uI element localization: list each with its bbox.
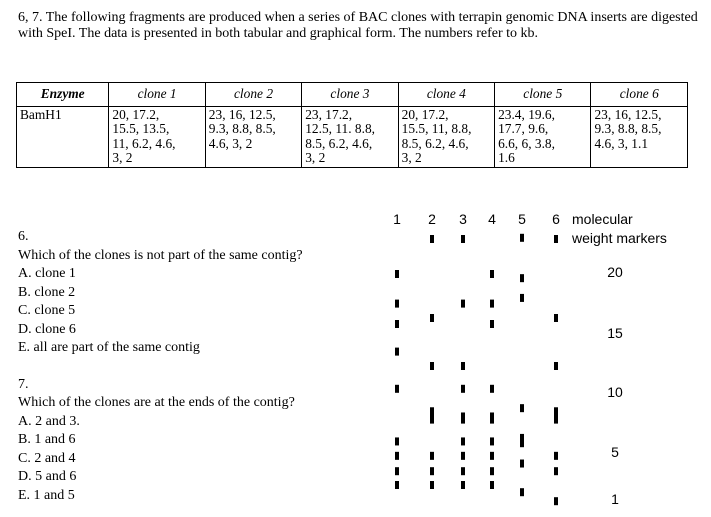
gel-band-lane4-3	[490, 320, 494, 328]
gel-band-lane1-7	[395, 452, 399, 460]
gel-band-lane1-8	[395, 467, 399, 475]
gel-band-lane5-2	[520, 274, 524, 282]
gel-band-lane4-9	[490, 467, 494, 475]
gel-band-lane5-5	[520, 434, 524, 442]
gel-band-lane3-2	[461, 300, 465, 308]
gel-band-lane4-2	[490, 300, 494, 308]
gel-band-lane5-6	[520, 439, 524, 447]
gel-band-lane3-4	[461, 385, 465, 393]
q7-option-b: B. 1 and 6	[18, 432, 76, 447]
lane-label-5: 5	[518, 211, 526, 227]
marker-value-5: 5	[611, 444, 619, 460]
q6-option-e: E. all are part of the same contig	[18, 340, 200, 355]
header-clone-2: clone 2	[205, 83, 301, 107]
gel-band-lane6-4	[554, 407, 558, 415]
clone-5-fragments: 23.4, 19.6, 17.7, 9.6, 6.6, 6, 3.8, 1.6	[495, 106, 591, 167]
gel-band-lane6-3	[554, 362, 558, 370]
gel-band-lane1-9	[395, 481, 399, 489]
gel-band-lane6-6	[554, 416, 558, 424]
clone-6-fragments: 23, 16, 12.5, 9.3, 8.8, 8.5, 4.6, 3, 1.1	[591, 106, 688, 167]
lane-label-1: 1	[393, 211, 401, 227]
header-enzyme: Enzyme	[17, 83, 109, 107]
gel-band-lane1-1	[395, 270, 399, 278]
gel-band-lane4-1	[490, 270, 494, 278]
marker-value-1: 1	[611, 491, 619, 507]
gel-band-lane2-1	[430, 235, 434, 243]
marker-label-line2: weight markers	[572, 230, 667, 246]
gel-band-lane2-7	[430, 452, 434, 460]
gel-band-lane3-10	[461, 481, 465, 489]
fragment-table	[16, 82, 688, 168]
lane-label-6: 6	[552, 211, 560, 227]
lane-label-4: 4	[488, 211, 496, 227]
gel-band-lane6-7	[554, 452, 558, 460]
q6-option-b: B. clone 2	[18, 284, 76, 300]
gel-band-lane1-5	[395, 385, 399, 393]
header-clone-4: clone 4	[398, 83, 494, 107]
gel-band-lane4-6	[490, 416, 494, 424]
q7-number: 7.	[18, 376, 29, 392]
intro-paragraph	[18, 10, 698, 42]
q6-option-d: D. clone 6	[18, 321, 76, 337]
intro-text: 6, 7. The following fragments are produced when a series of BAC clones with terrapin genomic DNA inserts are digested with SpeI. The data is presented in both tabular and graphical form. The numbers refer to kb.	[18, 10, 698, 41]
gel-band-lane4-7	[490, 437, 494, 445]
gel-band-lane3-5	[461, 412, 465, 420]
gel-band-lane3-6	[461, 416, 465, 424]
table-header-row	[17, 83, 688, 107]
lane-label-3: 3	[459, 211, 467, 227]
header-clone-3: clone 3	[302, 83, 398, 107]
gel-band-lane6-8	[554, 467, 558, 475]
marker-label-line1: molecular	[572, 211, 633, 227]
gel-band-lane1-3	[395, 320, 399, 328]
gel-band-lane3-1	[461, 235, 465, 243]
marker-value-15: 15	[607, 325, 623, 341]
gel-band-lane3-7	[461, 437, 465, 445]
header-clone-6: clone 6	[591, 83, 688, 107]
q6-number: 6.	[18, 229, 29, 244]
clone-3-fragments: 23, 17.2, 12.5, 11. 8.8, 8.5, 6.2, 4.6, 3, 2	[302, 106, 398, 167]
gel-band-lane2-2	[430, 314, 434, 322]
q7-option-d: D. 5 and 6	[18, 469, 77, 484]
gel-band-lane2-4	[430, 407, 434, 415]
gel-band-lane1-4	[395, 348, 399, 356]
clone-1-fragments: 20, 17.2, 15.5, 13.5, 11, 6.2, 4.6, 3, 2	[109, 106, 205, 167]
gel-band-lane2-9	[430, 481, 434, 489]
gel-band-lane3-8	[461, 452, 465, 460]
marker-value-10: 10	[607, 384, 623, 400]
gel-band-lane5-7	[520, 460, 524, 468]
gel-band-lane5-1	[520, 234, 524, 242]
gel-band-lane4-4	[490, 385, 494, 393]
gel-band-lane2-8	[430, 467, 434, 475]
q6-option-a: A. clone 1	[18, 266, 76, 281]
gel-band-lane6-2	[554, 314, 558, 322]
clone-2-fragments: 23, 16, 12.5, 9.3, 8.8, 8.5, 4.6, 3, 2	[205, 106, 301, 167]
gel-band-lane5-4	[520, 404, 524, 412]
gel-band-lane6-9	[554, 497, 558, 505]
q6-option-c: C. clone 5	[18, 303, 76, 318]
gel-band-lane4-5	[490, 412, 494, 420]
gel-band-lane1-2	[395, 300, 399, 308]
gel-band-lane3-3	[461, 362, 465, 370]
q6-question: Which of the clones is not part of the same contig?	[18, 247, 303, 263]
gel-band-lane6-5	[554, 412, 558, 420]
gel-band-lane3-9	[461, 467, 465, 475]
gel-band-lane2-6	[430, 416, 434, 424]
gel-band-lane4-8	[490, 452, 494, 460]
gel-band-lane2-5	[430, 412, 434, 420]
questions-block	[18, 228, 378, 505]
clone-4-fragments: 20, 17.2, 15.5, 11, 8.8, 8.5, 6.2, 4.6, 3, 2	[398, 106, 494, 167]
q7-option-a: A. 2 and 3.	[18, 413, 80, 429]
gel-band-lane6-1	[554, 235, 558, 243]
marker-value-20: 20	[607, 264, 623, 280]
q7-option-e: E. 1 and 5	[18, 487, 75, 503]
gel-band-lane4-10	[490, 481, 494, 489]
table-row	[17, 106, 688, 167]
gel-bands	[395, 234, 558, 505]
enzyme-cell: BamH1	[17, 106, 109, 167]
gel-band-lane5-3	[520, 294, 524, 302]
gel-band-lane1-6	[395, 437, 399, 445]
q7-question: Which of the clones are at the ends of the contig?	[18, 395, 295, 410]
lane-label-2: 2	[428, 211, 436, 227]
header-clone-5: clone 5	[495, 83, 591, 107]
gel-band-lane2-3	[430, 362, 434, 370]
gel-band-lane5-8	[520, 488, 524, 496]
q7-option-c: C. 2 and 4	[18, 450, 76, 466]
header-clone-1: clone 1	[109, 83, 205, 107]
